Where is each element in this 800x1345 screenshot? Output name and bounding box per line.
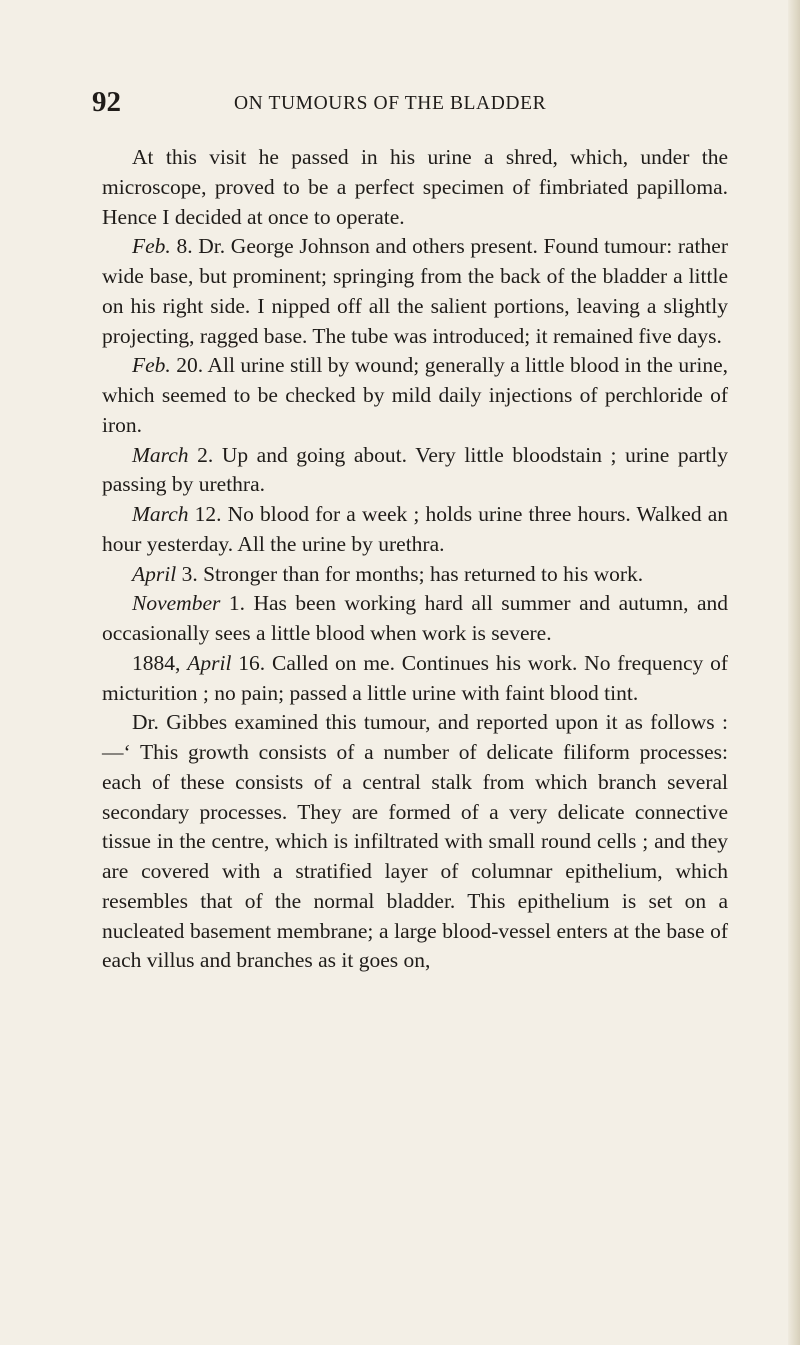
paragraph-text: 12. No blood for a week ; holds urine three hours. Walked an hour yesterday. All the urine by urethra. (102, 502, 728, 556)
paragraph (102, 232, 728, 351)
paragraph (102, 649, 728, 709)
paragraph (102, 708, 728, 976)
paragraph-text: 3. Stronger than for months; has returned to his work. (176, 561, 644, 586)
paragraph-date: Feb. (132, 234, 171, 259)
page-edge (788, 0, 800, 1345)
paragraph-date: April (187, 650, 232, 675)
paragraph-date: April (132, 561, 177, 586)
paragraph (102, 351, 728, 440)
body-text (102, 143, 728, 976)
paragraph-text: 2. Up and going about. Very little bloodstain ; urine partly passing by urethra. (102, 442, 728, 497)
paragraph-date: March (132, 502, 189, 526)
paragraph-text: 16. Called on me. Continues his work. No frequency of micturition ; no pain; passed a little urine with faint blood tint. (102, 650, 729, 705)
paragraph (102, 500, 728, 560)
paragraph-text: At this visit he passed in his urine a shred, which, under the microscope, proved to be a perfect specimen of fimbriated papilloma. Hence I decided at once to operate. (102, 145, 728, 229)
paragraph-text: Dr. Gibbes examined this tumour, and reported upon it as follows :—‘ This growth consists of a number of delicate filiform processes: each of these consists of a central stalk from which branch several secondary processes. They are formed of a very delicate connective tissue in the centre, which is infiltrated with small round cells ; and they are covered with a stratified layer of columnar epithelium, which resembles that of the normal bladder. This epithelium is set on a nucleated basement membrane; a large blood-vessel enters at the base of each villus and branches as it goes on, (102, 710, 728, 973)
paragraph-date: March (132, 442, 189, 467)
paragraph-text: 8. Dr. George Johnson and others present. Found tumour: rather wide base, but prominent; springing from the back of the bladder a little on his right side. I nipped off all the salient portions, leaving a slightly projecting, ragged base. The tube was introduced; it remained five days. (102, 234, 728, 348)
paragraph (102, 441, 728, 501)
paragraph-year: 1884, (132, 650, 188, 675)
paragraph-date: Feb. (132, 353, 171, 378)
paragraph (102, 589, 728, 649)
paragraph-text: 20. All urine still by wound; generally a little blood in the urine, which seemed to be checked by mild daily injections of perchloride of iron. (102, 353, 728, 437)
paragraph (102, 143, 728, 232)
paragraph-date: November (132, 591, 221, 616)
paragraph-text: 1. Has been working hard all summer and autumn, and occasionally sees a little blood when work is severe. (102, 591, 728, 645)
running-head: ON TUMOURS OF THE BLADDER (234, 93, 547, 114)
page-header (92, 84, 732, 120)
page-number: 92 (92, 86, 121, 118)
paragraph (102, 560, 728, 590)
